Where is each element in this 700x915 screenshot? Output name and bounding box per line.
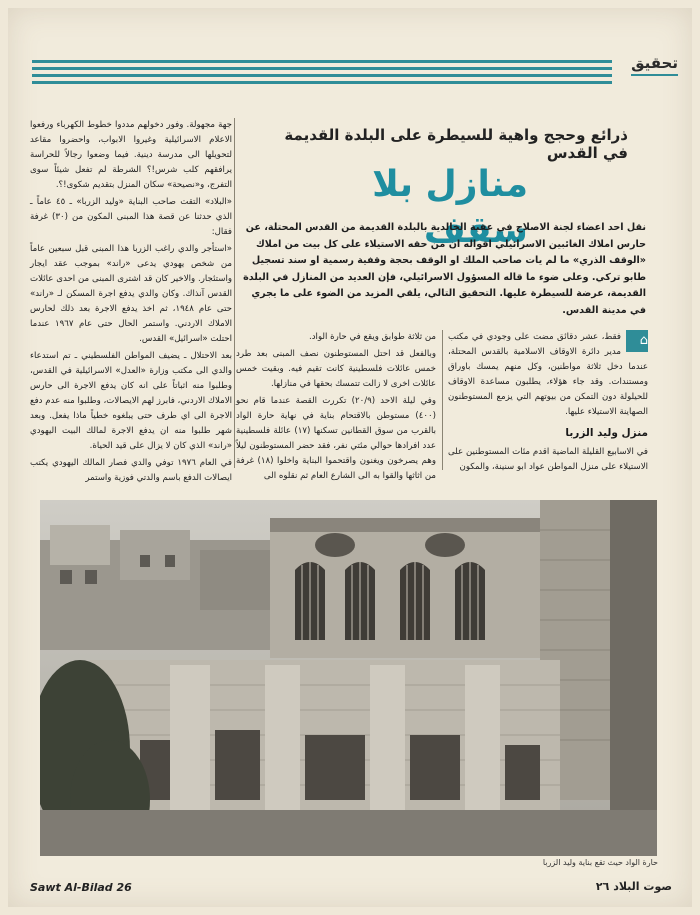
paragraph: من ثلاثة طوابق ويقع في حارة الواد.	[309, 332, 436, 342]
photo-caption: حارة الواد حيث تقع بناية وليد الزربا	[542, 858, 658, 867]
paragraph: «البلاد» التقت صاحب البناية «وليد الزربا» ـ ٤٥ عاماً ـ الذي حدثنا عن قصة هذا المبنى المكون من (٣٠) غرفة فقال:	[30, 197, 232, 237]
building-photo-illustration	[40, 500, 657, 856]
column-divider	[442, 330, 443, 470]
paragraph: ⌂ فقط، عشر دقائق مضت على وجودي في مكتب مدير دائرة الاوقاف الاسلامية بالقدس المحتلة، عندما دخل ثلاثة مواطنين، وكل منهم يمسك باوراق ومستندات. وقد جاء هؤلاء، يطلبون مساعدة الاوقاف للحيلولة دون التمكن من بيوتهم التي يزمع المستوطنون الصهاينة الاستيلاء عليها.	[448, 332, 648, 417]
article-lead: نقل احد اعضاء لجنة الاصلاح في عقبة الخالدية بالبلدة القديمة من القدس المحتلة، عن حارس املاك الغائبين الاسرائيلي اقواله ان من حقه الاستيلاء على كل بيت من املاك «الوقف الذري» ما لم يات صاحب الملك او الوقف بحجة وقفية رسمية او سند تسجيل طابو تركي. وعلى ضوء ما قاله المسؤول الاسرائيلي، فإن العديد من المنازل في البلدة القديمة، عرضة للسيطرة عليها. التحقيق التالي، يلقي المزيد من الضوء على ما يجري في مدينة القدس.	[243, 222, 646, 316]
column-divider	[234, 118, 235, 468]
paragraph: في العام ١٩٧٦ توفي والدي فصار المالك اليهودي يكتب ايصالات الدفع باسم والدتي فوزية واستمر	[30, 458, 232, 483]
footer-magazine-name: Sawt Al-Bilad 26	[30, 881, 132, 894]
header-stripes	[32, 60, 612, 86]
paragraph: وفي ليلة الاحد (٢٠/٩) تكررت القصة عندما قام نحو (٤٠٠) مستوطن بالاقتحام بناية في نهاية حارة الواد بالقرب من سوق القطانين تسكنها (١٧) عائلة فلسطينية عدد افرادها حوالي مئتي نفر، فقد حضر المستوطنون ليلاً وهم يصرخون ويغنون واقتحموا البناية واخلوا (١٨) غرفة من اثاثها والقوا به الى الشارع العام ثم نقلوه الى	[236, 396, 436, 481]
section-tag: تحقيق	[631, 54, 678, 76]
article-kicker: ذرائع وحجج واهية للسيطرة على البلدة القديمة في القدس	[284, 126, 628, 162]
article-photo	[40, 500, 657, 856]
jerusalem-logo-icon: ⌂	[626, 330, 648, 352]
paragraph: بعد الاحتلال ـ يضيف المواطن الفلسطيني ـ تم استدعاء والدي الى مكتب وزارة «العدل» الاسرائيلية في القدس، وطلبوا منه اثباتاً على انه كان يدفع الاجرة الى حارس الاملاك الاردني، فابرز لهم الايصالات، وطلبوا منه عدم دفع الاجرة الى اي طرف حتى يبلغوه خطياً ماذا يفعل. وبعد شهر طلبوا منه ان يدفع الاجرة لمالك البيت اليهودي «راند» الذي كان لا يزال على قيد الحياة.	[30, 351, 232, 451]
paragraph: وبالفعل قد احتل المستوطنون نصف المبنى بعد طرد خمس عائلات فلسطينية كانت تقيم فيه. وبقيت خمس عائلات اخرى لا زالت تتمسك بحقها في منازلها.	[236, 349, 436, 389]
paragraph: «استأجر والدي راغب الزربا هذا المبنى قبل سبعين عاماً من شخص يهودي يدعى «راند» بموجب عقد ايجار واستئجار. والاخير كان قد اشترى المبنى من احدى عائلات القدس آنذاك. وكان والدي يدفع اجرة المسكن لـ «راند» حتى عام ١٩٤٨، ثم اخذ يدفع الاجرة بعد ذلك لحارس الاملاك الاردني. واستمر الحال حتى عام ١٩٦٧ عندما احتلت «اسرائيل» القدس.	[30, 244, 232, 344]
paragraph: في الاسابيع القليلة الماضية اقدم مئات المستوطنين على الاستيلاء على منزل المواطن عواد ابو سنينة، والمكون	[448, 447, 648, 472]
magazine-page	[8, 8, 692, 907]
footer-page-number: صوت البلاد ٢٦	[595, 880, 672, 893]
article-column-right	[448, 330, 648, 477]
article-column-middle	[236, 330, 436, 486]
subheading: منزل وليد الزربا	[565, 427, 648, 439]
paragraph: جهة مجهولة. وفور دخولهم مددوا خطوط الكهرباء ورفعوا الاعلام الاسرائيلية وغيروا الابواب، واحضروا مقاعد لتحويلها الى مدرسة دينية. فيما وضعوا رجالاً للحراسة يرافقهم كلب شرس!؟ الشرطة لم تفعل شيئاً سوى التفرج، و«نصيحة» سكان المنزل بتقديم شكوى!؟.	[30, 120, 232, 190]
article-column-left	[30, 118, 232, 488]
article-headline: منازل بلا سقف	[372, 164, 528, 251]
